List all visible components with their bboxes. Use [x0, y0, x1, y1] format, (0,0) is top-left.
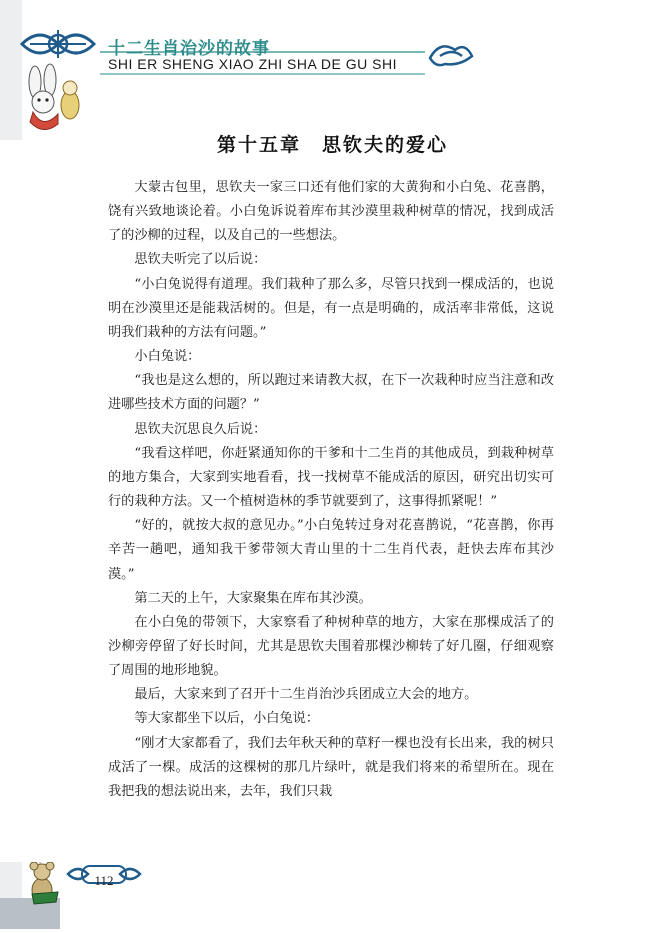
paragraph: “小白兔说得有道理。我们栽种了那么多，尽管只找到一棵成活的，也说明在沙漠里还是能栽活树的。但是，有一点是明确的，成活率非常低，这说明我们栽种的方法有问题。” [108, 276, 554, 340]
paragraph: 第二天的上午，大家聚集在库布其沙漠。 [134, 590, 372, 606]
paragraph: “我也是这么想的，所以跑过来请教大叔，在下一次栽种时应当注意和改进哪些技术方面的问题？” [108, 373, 554, 413]
knot-ornament-icon [22, 30, 94, 58]
paragraph: 大蒙古包里，思钦夫一家三口还有他们家的大黄狗和小白兔、花喜鹊，饶有兴致地谈论着。小白兔诉说着库布其沙漠里栽种树草的情况，找到成活了的沙柳的过程，以及自己的一些想法。 [108, 180, 554, 244]
cloud-ornament-icon [430, 46, 472, 65]
chapter-title: 第十五章 思钦夫的爱心 [216, 134, 448, 156]
paragraph: “刚才大家都看了，我们去年秋天种的草籽一棵也没有长出来，我的树只成活了一棵。成活的这棵树的那几片绿叶，就是我们将来的希望所在。现在我把我的想法说出来，去年，我们只栽 [108, 735, 554, 799]
paragraph: 等大家都坐下以后，小白兔说： [134, 711, 320, 727]
page-number: 112 [94, 873, 114, 888]
paragraph: 小白兔说： [134, 349, 201, 365]
paragraph: “好的，就按大叔的意见办。”小白兔转过身对花喜鹊说，“花喜鹊，你再辛苦一趟吧，通知我干爹带领大青山里的十二生肖代表，赶快去库布其沙漠。” [108, 518, 554, 582]
paragraph: 最后，大家来到了召开十二生肖治沙兵团成立大会的地方。 [134, 687, 478, 703]
paragraph: 在小白兔的带领下，大家察看了种树种草的地方，大家在那棵成活了的沙柳旁停留了好长时间，尤其是思钦夫围着那棵沙柳转了好几圈，仔细观察了周围的地形地貌。 [108, 614, 554, 679]
paragraph: “我看这样吧，你赶紧通知你的干爹和十二生肖的其他成员，到栽种树草的地方集合，大家到实地看看，找一找树草不能成活的原因，研究出切实可行的栽种方法。又一个植树造林的季节就要到了，这事得抓紧呢！” [108, 445, 554, 510]
rabbit-illustration-icon [29, 64, 79, 130]
body-text [108, 176, 554, 804]
mouse-illustration-icon [30, 862, 58, 904]
paragraph: 思钦夫听完了以后说： [134, 252, 267, 268]
paragraph: 思钦夫沉思良久后说： [134, 421, 267, 437]
book-title: 十二生肖治沙的故事 [108, 39, 270, 59]
page-header [0, 0, 665, 140]
book-title-pinyin: SHI ER SHENG XIAO ZHI SHA DE GU SHI [108, 56, 397, 72]
